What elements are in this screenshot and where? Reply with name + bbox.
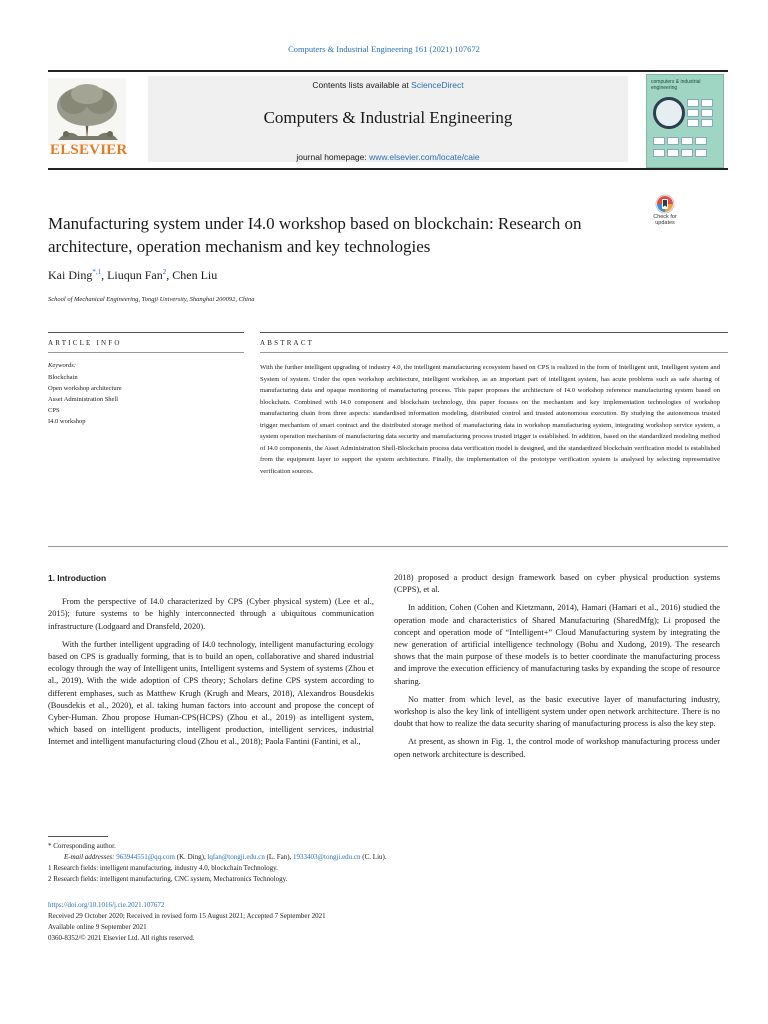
- author-separator: ,: [101, 268, 108, 282]
- cover-emblem: [653, 97, 685, 129]
- divider: [48, 352, 244, 353]
- cover-cell: [681, 149, 693, 157]
- body-paragraph: No matter from which level, as the basic executive layer of manufacturing industry, workshop is also the key link of intelligent system under open network architecture. There is no doubt that how to realize the data security sharing of manufacturing process is also the key step.: [394, 694, 720, 729]
- author-name[interactable]: Kai Ding: [48, 268, 93, 282]
- check-updates-label: Check for updates: [653, 214, 677, 226]
- body-column-left: [48, 572, 374, 755]
- paper-title: Manufacturing system under I4.0 workshop based on blockchain: Research on architecture, operation mechanism and key technologies: [48, 214, 582, 256]
- cover-cell: [687, 119, 699, 127]
- cover-title: computers & industrial engineering: [651, 79, 701, 91]
- affiliation: School of Mechanical Engineering, Tongji University, Shanghai 200092, China: [48, 296, 255, 303]
- cover-cell: [701, 99, 713, 107]
- email-owner: (C. Liu).: [360, 853, 387, 861]
- journal-header: [48, 70, 728, 170]
- journal-title[interactable]: Computers & Industrial Engineering: [263, 108, 513, 127]
- email-owner: (K. Ding),: [174, 853, 208, 861]
- body-column-right: [394, 572, 720, 767]
- footnote: 2 Research fields: intelligent manufacturing, CNC system, Mechatronics Technology.: [48, 875, 288, 883]
- footnote: 1 Research fields: intelligent manufacturing, industry 4.0, blockchain Technology.: [48, 864, 278, 872]
- cover-cell: [667, 137, 679, 145]
- keyword-list: [48, 372, 122, 427]
- cover-cell: [695, 149, 707, 157]
- journal-cover-thumbnail[interactable]: [646, 74, 724, 168]
- author-footnote-mark[interactable]: *,1: [92, 268, 102, 276]
- abstract-heading: ABSTRACT: [260, 339, 315, 347]
- body-paragraph: From the perspective of I4.0 characterized by CPS (Cyber physical system) (Lee et al., 2015); future systems to be highly interconnected through a ubiquitous communication infrastructure (Lodgaard and Dransfeld, 2020).: [48, 597, 374, 631]
- author-list: [48, 268, 217, 283]
- received-dates: Received 29 October 2020; Received in revised form 15 August 2021; Accepted 7 September 2021: [48, 912, 326, 920]
- author-name[interactable]: Liuqun Fan: [107, 268, 163, 282]
- article-info-heading: ARTICLE INFO: [48, 339, 122, 347]
- cover-cell: [667, 149, 679, 157]
- check-for-updates-button[interactable]: [649, 193, 681, 229]
- divider: [48, 546, 728, 547]
- keyword: CPS: [48, 407, 60, 414]
- email-line: [48, 852, 728, 863]
- doi-link[interactable]: https://doi.org/10.1016/j.cie.2021.107672: [48, 901, 165, 909]
- divider: [260, 352, 728, 353]
- elsevier-wordmark: ELSEVIER: [50, 142, 128, 158]
- journal-citation[interactable]: Computers & Industrial Engineering 161 (2021) 107672: [288, 44, 480, 54]
- journal-banner: [148, 76, 628, 162]
- homepage-line: [148, 152, 628, 162]
- email-link[interactable]: 1933403@tongji.edu.cn: [293, 853, 361, 861]
- author-name[interactable]: Chen Liu: [172, 268, 218, 282]
- copyright: 0360-8352/© 2021 Elsevier Ltd. All rights reserved.: [48, 934, 195, 942]
- homepage-link[interactable]: www.elsevier.com/locate/caie: [369, 152, 480, 162]
- contents-prefix: Contents lists available at: [312, 80, 412, 90]
- keyword: Asset Administration Shell: [48, 396, 119, 403]
- author-footnote-mark[interactable]: 2: [162, 268, 167, 276]
- abstract-text: With the further intelligent upgrading of industry 4.0, the intelligent manufacturing ecosystem based on CPS is realized in the form of Intelligent unit, Intelligent system and System of system. Under the open workshop architecture, intelligent workshop, as an important part of intelligent system, has acute problems such as safe sharing of manufacturing data and opaque monitoring of manufacturing process. This paper proposes the architecture of I4.0 workshop reference manufacturing system based on blockchain. Combined with I4.0 component and blockchain technology, this paper focuses on the mechanism and key implementation technologies of workshop manufacturing chain from three aspects: standardised information modeling, distributed control and trusted autonomous execution. By studying the autonomous trusted trigger mechanism of smart contract and the distributed storage method of manufacturing data in workshop manufacturing system, integrating workshop service system, a system operation mechanism of manufacturing data security and manufacturing process trusted trigger is established. In addition, based on the standardized modeling method of I4.0 components, the Asset Administration Shell-Blockchain process data verification model is designed, and the standardized blockchain verification model is established from the equipment layer to support the system architecture. Finally, the implementation of the prototype verification system is analysed by selecting representative verification sources.: [260, 364, 720, 475]
- publication-info: [48, 900, 728, 944]
- corresponding-author-note: * Corresponding author.: [48, 842, 116, 850]
- cover-cell: [653, 137, 665, 145]
- divider: [260, 332, 728, 333]
- email-link[interactable]: lqfan@tongji.edu.cn: [207, 853, 265, 861]
- cover-cell: [701, 119, 713, 127]
- body-paragraph: At present, as shown in Fig. 1, the control mode of workshop manufacturing process under open network architecture is described.: [394, 737, 720, 759]
- cover-cell: [695, 137, 707, 145]
- cover-cell: [681, 137, 693, 145]
- cover-cell: [687, 109, 699, 117]
- cover-cell: [687, 99, 699, 107]
- email-link[interactable]: 963944551@qq.com: [116, 853, 175, 861]
- body-paragraph: With the further intelligent upgrading of I4.0 technology, intelligent manufacturing ecology based on CPS is gradually forming, that is to build an open, collaborative and shared industrial ecology through the way of Intelligent units, Intelligent systems and System of systems (Zhou et al., 2019). With the wide adoption of CPS theory; Scholars define CPS system according to different emphases, such as Matthew Krugh (Krugh and Mears, 2018), Alexandros Bousdekis (Bousdekis et al., 2020), et al. taking human factors into account and propose the concept of Cyber-Human. Zhou propose Human-CPS(HCPS) (Zhou et al., 2019) as intelligent system, which based on intelligent products, intelligent production, intelligent services, industrial Internet and intelligent manufacturing cloud (Zhou et al., 2018); Paola Fantini (Fantini, et al.,: [48, 639, 374, 747]
- homepage-prefix: journal homepage:: [296, 152, 370, 162]
- email-label: E-mail addresses:: [64, 853, 117, 861]
- body-paragraph: 2018) proposed a product design framework based on cyber physical production systems (CPPS), et al.: [394, 573, 720, 595]
- online-date: Available online 9 September 2021: [48, 923, 147, 931]
- keyword: Blockchain: [48, 374, 78, 381]
- check-updates-icon: [649, 193, 681, 215]
- contents-line: [148, 80, 628, 90]
- cover-cell: [653, 149, 665, 157]
- footnote-divider: [48, 836, 108, 837]
- keywords-label: Keywords:: [48, 362, 76, 369]
- email-owner: (L. Fan),: [264, 853, 294, 861]
- cover-cell: [701, 109, 713, 117]
- keyword: I4.0 workshop: [48, 418, 86, 425]
- divider: [48, 332, 244, 333]
- keyword: Open workshop architecture: [48, 385, 122, 392]
- footnotes: [48, 841, 728, 885]
- section-heading: 1. Introduction: [48, 573, 107, 583]
- sciencedirect-link[interactable]: ScienceDirect: [411, 80, 464, 90]
- body-paragraph: In addition, Cohen (Cohen and Kietzmann, 2014), Hamari (Hamari et al., 2016) studied the operation mode and characteristics of Shared Manufacturing (SharedMfg); Li proposed the concept and operation mode of “Intelligent+” Cloud Manufacturing system by integrating the new generation of artificial intelligence technology (Bohu and Xudong, 2019). The research shows that the main purpose of these models is to better coordinate the manufacturing process and improve the execution efficiency of manufacturing tasks by expanding the scope of resource sharing.: [394, 603, 720, 686]
- author-separator: ,: [166, 268, 173, 282]
